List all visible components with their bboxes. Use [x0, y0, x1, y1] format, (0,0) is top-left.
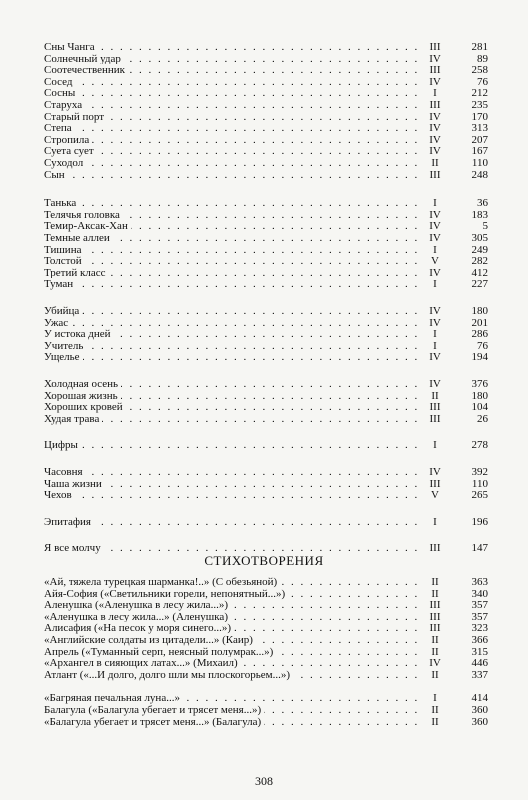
- entry-page: 76: [477, 339, 488, 352]
- entry-title-cell: [44, 669, 424, 682]
- entry-page: 286: [471, 328, 488, 341]
- entry-page: 196: [471, 515, 488, 528]
- entry-volume: II: [424, 704, 446, 717]
- page-number: 308: [255, 774, 273, 788]
- entry-title: Часовня: [44, 466, 86, 478]
- entry-title: «Ай, тяжела турецкая шарманка!..» (С обезьяной): [44, 576, 280, 588]
- entry-title: Суета сует: [44, 145, 97, 157]
- entry-title: «Балагула убегает и трясет меня...» (Балагула): [44, 716, 264, 728]
- entry-title: Ужас: [44, 317, 71, 329]
- entry-title: Степа: [44, 122, 75, 134]
- index-entry: [44, 413, 488, 426]
- entry-title: Хорошая жизнь: [44, 390, 121, 402]
- entry-title: Солнечный удар: [44, 53, 124, 65]
- entry-volume: IV: [424, 267, 446, 280]
- entry-title-cell: [44, 351, 424, 364]
- entry-title: Чехов: [44, 489, 75, 501]
- entry-volume: IV: [424, 232, 446, 245]
- entry-title: Айя-София («Светильники горели, непонятный...»): [44, 588, 288, 600]
- entry-page: 357: [471, 610, 488, 623]
- entry-title: Сын: [44, 169, 68, 181]
- entry-title: Ущелье: [44, 351, 83, 363]
- entry-volume: IV: [424, 305, 446, 318]
- entry-volume: V: [424, 255, 446, 268]
- entry-volume: III: [424, 478, 446, 491]
- entry-page: 265: [471, 489, 488, 502]
- entry-volume: III: [424, 169, 446, 182]
- entry-title: «Английские солдаты из цитадели...» (Каир): [44, 634, 256, 646]
- entry-title: Хороших кровей: [44, 401, 126, 413]
- entry-volume: III: [424, 401, 446, 414]
- entry-title: Я все молчу: [44, 542, 104, 554]
- entry-page: 315: [471, 645, 488, 658]
- entry-volume: I: [424, 328, 446, 341]
- entry-page: 110: [471, 477, 488, 490]
- entry-title: Танька: [44, 197, 79, 209]
- entry-volume: IV: [424, 145, 446, 158]
- entry-page: 363: [471, 576, 488, 588]
- entry-volume: IV: [424, 209, 446, 222]
- entry-page: 180: [471, 305, 488, 317]
- entry-page: 414: [471, 692, 488, 705]
- entry-page: 323: [471, 622, 488, 635]
- entry-page: 337: [471, 668, 488, 681]
- entry-volume: IV: [424, 134, 446, 147]
- entry-volume: IV: [424, 76, 446, 89]
- entry-volume: IV: [424, 351, 446, 364]
- index-entry: [44, 439, 488, 452]
- entry-page: 170: [471, 110, 488, 123]
- entry-title-cell: [44, 439, 424, 452]
- entry-title: Сосед: [44, 76, 75, 88]
- entry-title: Атлант («...И долго, долго шли мы плоскогорьем...»): [44, 669, 293, 681]
- entry-volume: III: [424, 611, 446, 624]
- index-entry: [44, 716, 488, 729]
- entry-page: 207: [471, 133, 488, 146]
- index-entry: [44, 169, 488, 182]
- entry-volume: I: [424, 439, 446, 452]
- entry-volume: IV: [424, 657, 446, 670]
- entry-title: Цифры: [44, 439, 81, 451]
- entry-page: 36: [477, 197, 488, 210]
- entry-volume: II: [424, 634, 446, 647]
- entry-page: 194: [471, 351, 488, 364]
- entry-page: 446: [471, 657, 488, 670]
- entry-page: 412: [471, 266, 488, 279]
- entry-volume: III: [424, 64, 446, 77]
- entry-title: «Аленушка в лесу жила...» (Аленушка): [44, 611, 231, 623]
- entry-volume: IV: [424, 220, 446, 233]
- entry-title: Третий класс: [44, 267, 109, 279]
- entry-volume: II: [424, 390, 446, 403]
- entry-volume: II: [424, 576, 446, 589]
- entry-volume: I: [424, 87, 446, 100]
- entry-title: «Архангел в сияющих латах...» (Михаил): [44, 657, 241, 669]
- entry-volume: V: [424, 489, 446, 502]
- entry-page: 89: [477, 52, 488, 65]
- entry-page: 167: [471, 145, 488, 158]
- entry-title: Чаша жизни: [44, 478, 105, 490]
- entry-volume: I: [424, 340, 446, 353]
- entry-title: Телячья головка: [44, 209, 123, 221]
- entry-page: 360: [471, 704, 488, 716]
- entry-volume: III: [424, 99, 446, 112]
- entry-title-cell: [44, 516, 424, 529]
- entry-title: Убийца: [44, 305, 82, 317]
- entry-title: Апрель («Туманный серп, неясный полумрак...»): [44, 646, 276, 658]
- entry-page: 76: [477, 75, 488, 88]
- entry-title: Балагула («Балагула убегает и трясет меня...»): [44, 704, 264, 716]
- entry-page: 212: [471, 87, 488, 100]
- entry-volume: IV: [424, 53, 446, 66]
- entry-volume: III: [424, 542, 446, 555]
- index-entry: [44, 516, 488, 529]
- entry-page: 249: [471, 243, 488, 256]
- entry-page: 313: [471, 122, 488, 135]
- index-entry: [44, 351, 488, 364]
- index-entry: [44, 278, 488, 291]
- entry-title: Старый порт: [44, 111, 107, 123]
- poems-heading: СТИХОТВОРЕНИЯ: [204, 553, 324, 568]
- entry-volume: IV: [424, 317, 446, 330]
- entry-title: Соотечественник: [44, 64, 128, 76]
- entry-volume: III: [424, 41, 446, 54]
- index-entry: [44, 669, 488, 682]
- entry-title: Холодная осень: [44, 378, 121, 390]
- entry-title: Эпитафия: [44, 516, 94, 528]
- entry-page: 147: [471, 542, 488, 555]
- entry-page: 376: [471, 378, 488, 390]
- entry-title-cell: [44, 716, 424, 729]
- entry-page: 305: [471, 232, 488, 244]
- entry-title: У истока дней: [44, 328, 114, 340]
- entry-title: Худая трава: [44, 413, 102, 425]
- entry-page: 281: [471, 41, 488, 53]
- entry-volume: IV: [424, 111, 446, 124]
- entry-volume: II: [424, 588, 446, 601]
- entry-volume: IV: [424, 122, 446, 135]
- entry-volume: II: [424, 157, 446, 170]
- entry-volume: IV: [424, 378, 446, 391]
- entry-volume: II: [424, 669, 446, 682]
- entry-page: 227: [471, 278, 488, 291]
- entry-volume: I: [424, 244, 446, 257]
- entry-title: Суходол: [44, 157, 86, 169]
- entry-page: 278: [471, 439, 488, 452]
- entry-volume: I: [424, 516, 446, 529]
- entry-volume: I: [424, 692, 446, 705]
- entry-page: 360: [471, 715, 488, 728]
- entry-title-cell: [44, 413, 424, 426]
- entry-page: 104: [471, 401, 488, 414]
- entry-page: 5: [482, 220, 488, 233]
- entry-page: 180: [471, 389, 488, 402]
- entry-page: 183: [471, 208, 488, 221]
- entry-title: Старуха: [44, 99, 85, 111]
- entry-page: 248: [471, 168, 488, 181]
- entry-title-cell: [44, 489, 424, 502]
- entry-page: 392: [471, 466, 488, 478]
- entry-page: 340: [471, 587, 488, 600]
- entry-volume: III: [424, 413, 446, 426]
- entry-title: Туман: [44, 278, 76, 290]
- entry-volume: III: [424, 622, 446, 635]
- entry-title: Толстой: [44, 255, 85, 267]
- entry-title: Стропила: [44, 134, 92, 146]
- entry-page: 26: [477, 412, 488, 425]
- entry-page: 201: [471, 316, 488, 329]
- entry-title: Алисафия («На песок у моря синего...»): [44, 622, 234, 634]
- index-entry: [44, 489, 488, 502]
- entry-title: «Багряная печальная луна...»: [44, 692, 183, 704]
- entry-title: Учитель: [44, 340, 86, 352]
- entry-page: 357: [471, 599, 488, 612]
- entry-page: 235: [471, 99, 488, 111]
- entry-volume: III: [424, 599, 446, 612]
- entry-volume: I: [424, 278, 446, 291]
- entry-volume: II: [424, 646, 446, 659]
- entry-page: 282: [471, 255, 488, 268]
- entry-volume: IV: [424, 466, 446, 479]
- entry-title: Тишина: [44, 244, 84, 256]
- entry-volume: II: [424, 716, 446, 729]
- entry-title: Сосны: [44, 87, 78, 99]
- entry-title: Темные аллеи: [44, 232, 113, 244]
- entry-title-cell: [44, 278, 424, 291]
- entry-title: Темир-Аксак-Хан: [44, 220, 131, 232]
- entry-volume: I: [424, 197, 446, 210]
- entry-title-cell: [44, 169, 424, 182]
- entry-page: 258: [471, 64, 488, 77]
- entry-page: 110: [471, 157, 488, 169]
- entry-page: 366: [471, 634, 488, 646]
- entry-title: Сны Чанга: [44, 41, 98, 53]
- entry-title: Аленушка («Аленушка в лесу жила...»): [44, 599, 231, 611]
